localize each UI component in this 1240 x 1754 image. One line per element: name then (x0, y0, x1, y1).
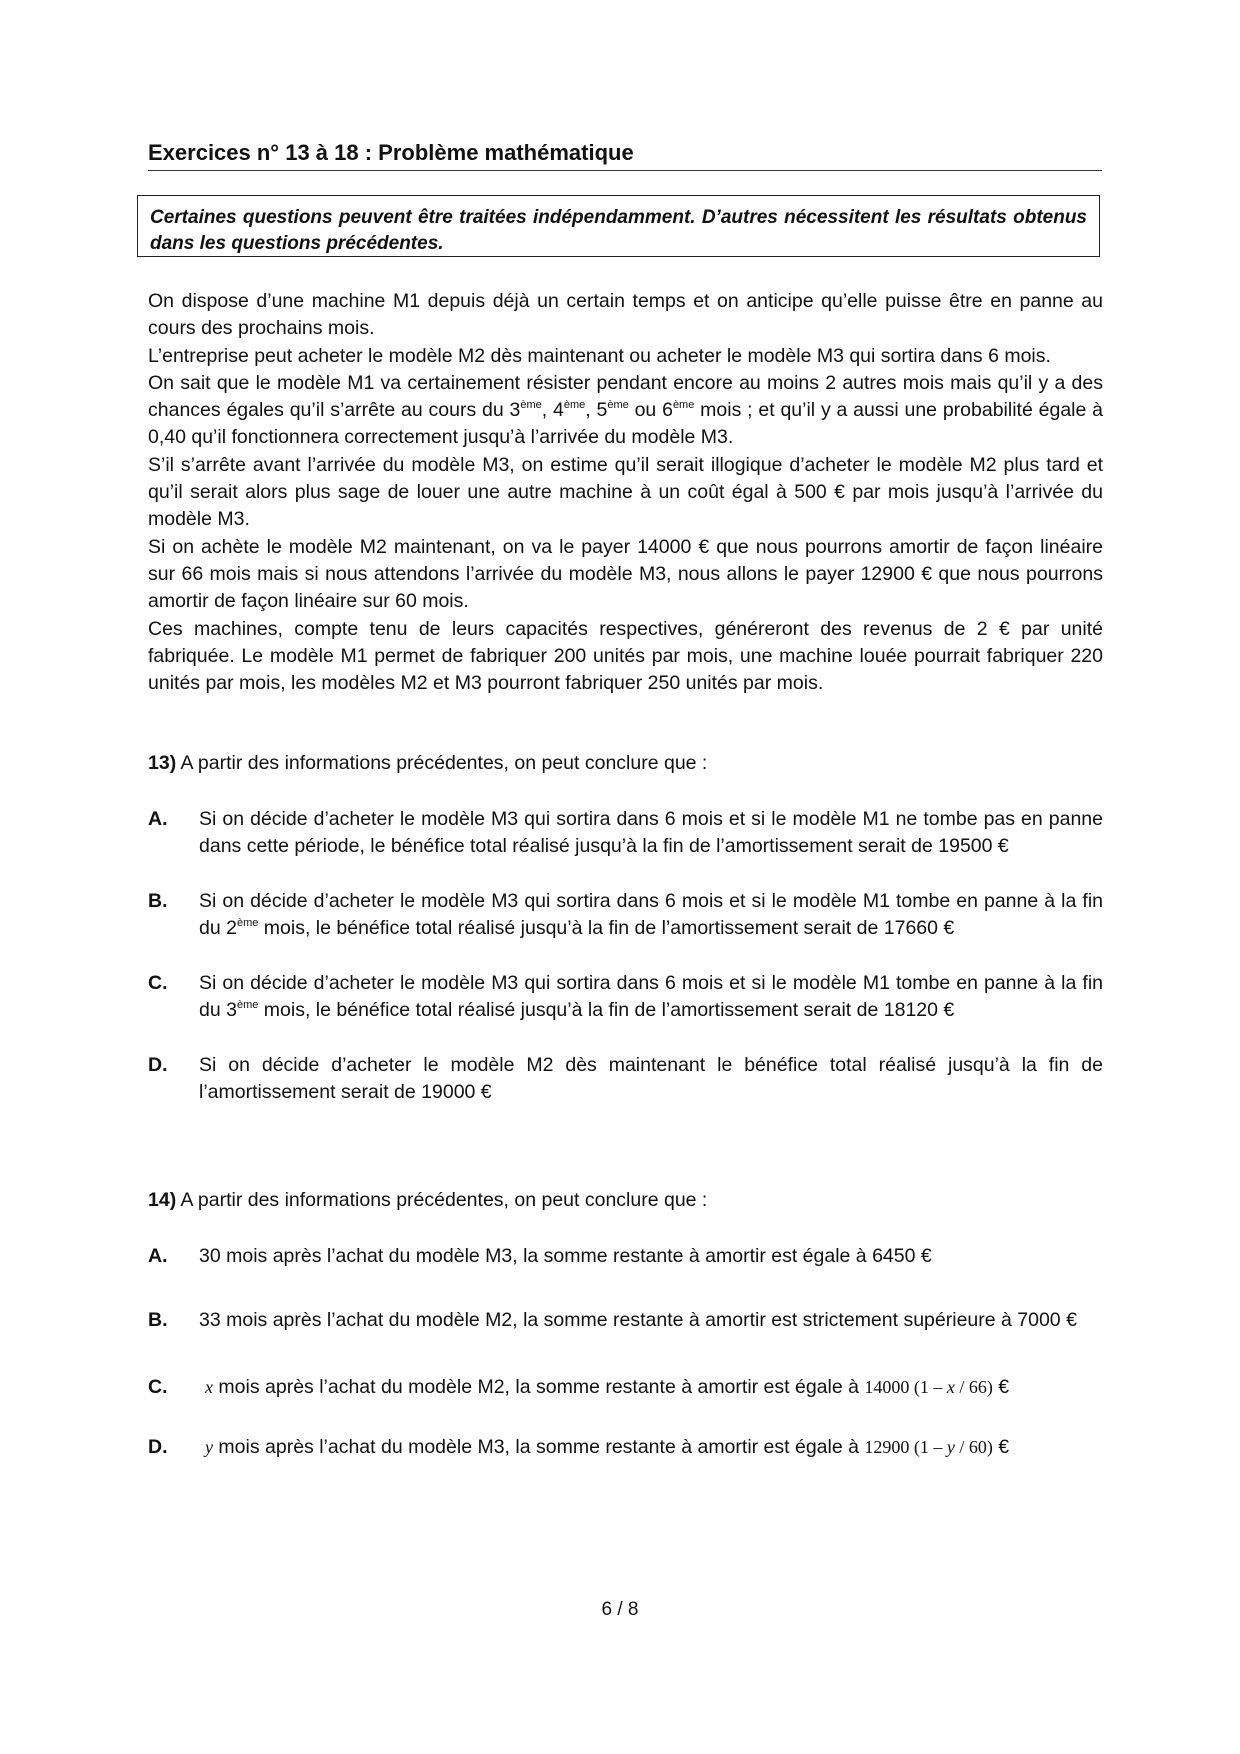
question-prompt: A partir des informations précédentes, on peut conclure que : (180, 752, 708, 774)
q14-option-d: D. y mois après l’achat du modèle M3, la somme restante à amortir est égale à 12900 (1 – y / 60) € (148, 1436, 1010, 1458)
intro-paragraph: On sait que le modèle M1 va certainement résister pendant encore au moins 2 autres mois mais qu’il y a des chances égales qu’il s’arrête au cours du 3ème, 4ème, 5ème ou 6ème mois ; et qu’il y a aussi une probabilité égale à 0,40 qu’il fonctionnera correctement jusqu’à l’arrivée du modèle M3. (148, 371, 1103, 449)
intro-paragraph: On dispose d’une machine M1 depuis déjà un certain temps et on anticipe qu’elle puisse être en panne au cours des prochains mois. (148, 290, 1103, 340)
q13-option-a: A. Si on décide d’acheter le modèle M3 qui sortira dans 6 mois et si le modèle M1 ne tombe pas en panne dans cette période, le bénéfice total réalisé jusqu’à la fin de l’amortissement serait de 19500 € (148, 808, 1103, 857)
intro-paragraph: Ces machines, compte tenu de leurs capacités respectives, généreront des revenus de 2 € par unité fabriquée. Le modèle M1 permet de fabriquer 200 unités par mois, une machine louée pourrait fabriquer 220 unités par mois, les modèles M2 et M3 pourront fabriquer 250 unités par mois. (148, 617, 1103, 695)
intro-paragraph: Si on achète le modèle M2 maintenant, on va le payer 14000 € que nous pourrons amortir de façon linéaire sur 66 mois mais si nous attendons l’arrivée du modèle M3, nous allons le payer 12900 € que nous pourrons amortir de façon linéaire sur 60 mois. (148, 535, 1103, 613)
question-number: 13) (148, 752, 177, 774)
formula: 14000 (1 – x / 66) (864, 1377, 993, 1397)
question-prompt: A partir des informations précédentes, on peut conclure que : (180, 1189, 708, 1211)
q13-option-b: B. Si on décide d’acheter le modèle M3 qui sortira dans 6 mois et si le modèle M1 tombe en panne à la fin du 2ème mois, le bénéfice total réalisé jusqu’à la fin de l’amortissement serait de 17660 € (148, 890, 1103, 939)
question-number: 14) (148, 1189, 177, 1211)
page-number: 6 / 8 (601, 1599, 639, 1620)
problem-statement (148, 288, 1103, 697)
question-14-heading (148, 1189, 707, 1212)
q13-option-c: C. Si on décide d’acheter le modèle M3 qui sortira dans 6 mois et si le modèle M1 tombe en panne à la fin du 3ème mois, le bénéfice total réalisé jusqu’à la fin de l’amortissement serait de 18120 € (148, 972, 1103, 1021)
formula: 12900 (1 – y / 60) (864, 1437, 993, 1457)
q13-option-d: D. Si on décide d’acheter le modèle M2 dès maintenant le bénéfice total réalisé jusqu’à la fin de l’amortissement serait de 19000 € (148, 1054, 1103, 1103)
q14-option-a: A. 30 mois après l’achat du modèle M3, la somme restante à amortir est égale à 6450 € (148, 1245, 932, 1267)
intro-paragraph: S’il s’arrête avant l’arrivée du modèle M3, on estime qu’il serait illogique d’acheter le modèle M2 plus tard et qu’il serait alors plus sage de louer une autre machine à un coût égal à 500 € par mois jusqu’à l’arrivée du modèle M3. (148, 453, 1103, 531)
question-13-heading (148, 752, 707, 775)
page-title: Exercices n° 13 à 18 : Problème mathématique (148, 140, 1102, 171)
q14-option-b: B. 33 mois après l’achat du modèle M2, la somme restante à amortir est strictement supérieure à 7000 € (148, 1309, 1077, 1331)
q14-option-c: C. x mois après l’achat du modèle M2, la somme restante à amortir est égale à 14000 (1 – x / 66) € (148, 1376, 1010, 1398)
intro-paragraph: L’entreprise peut acheter le modèle M2 dès maintenant ou acheter le modèle M3 qui sortira dans 6 mois. (148, 344, 1051, 367)
notice-box: Certaines questions peuvent être traitées indépendamment. D’autres nécessitent les résultats obtenus dans les questions précédentes. (137, 195, 1100, 257)
